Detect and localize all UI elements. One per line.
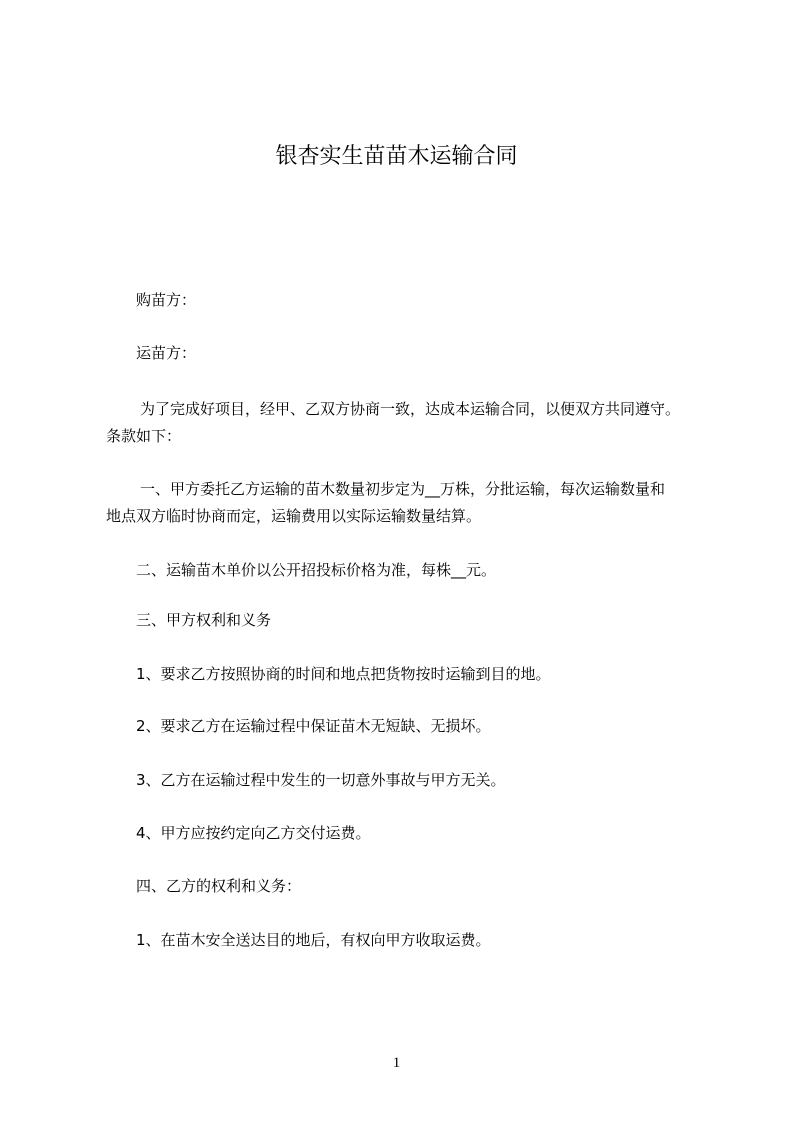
carrier-line: 运苗方： xyxy=(136,344,197,362)
clause-1-line-2: 地点双方临时协商而定，运输费用以实际运输数量结算。 xyxy=(106,507,482,525)
clause-2: 二、运输苗木单价以公开招投标价格为准，每株__元。 xyxy=(136,561,497,579)
intro-paragraph-line-1: 为了完成好项目，经甲、乙双方协商一致，达成本运输合同，以便双方共同遵守。 xyxy=(140,400,681,418)
clause-3-item-1: 1、要求乙方按照协商的时间和地点把货物按时运输到目的地。 xyxy=(136,665,551,683)
clause-3-item-4: 4、甲方应按约定向乙方交付运费。 xyxy=(136,824,371,842)
document-title: 银杏实生苗苗木运输合同 xyxy=(275,144,518,169)
page-number: 1 xyxy=(392,1055,401,1071)
intro-paragraph-line-2: 条款如下： xyxy=(106,427,182,445)
clause-3-item-3: 3、乙方在运输过程中发生的一切意外事故与甲方无关。 xyxy=(136,771,506,789)
clause-4-item-1: 1、在苗木安全送达目的地后，有权向甲方收取运费。 xyxy=(136,931,491,949)
clause-1-line-1: 一、甲方委托乙方运输的苗木数量初步定为__万株，分批运输，每次运输数量和 xyxy=(140,480,666,498)
clause-3-item-2: 2、要求乙方在运输过程中保证苗木无短缺、无损坏。 xyxy=(136,717,491,735)
buyer-line: 购苗方： xyxy=(136,291,197,309)
clause-3-heading: 三、甲方权利和义务 xyxy=(136,611,272,629)
clause-4-heading: 四、乙方的权利和义务： xyxy=(136,877,302,895)
